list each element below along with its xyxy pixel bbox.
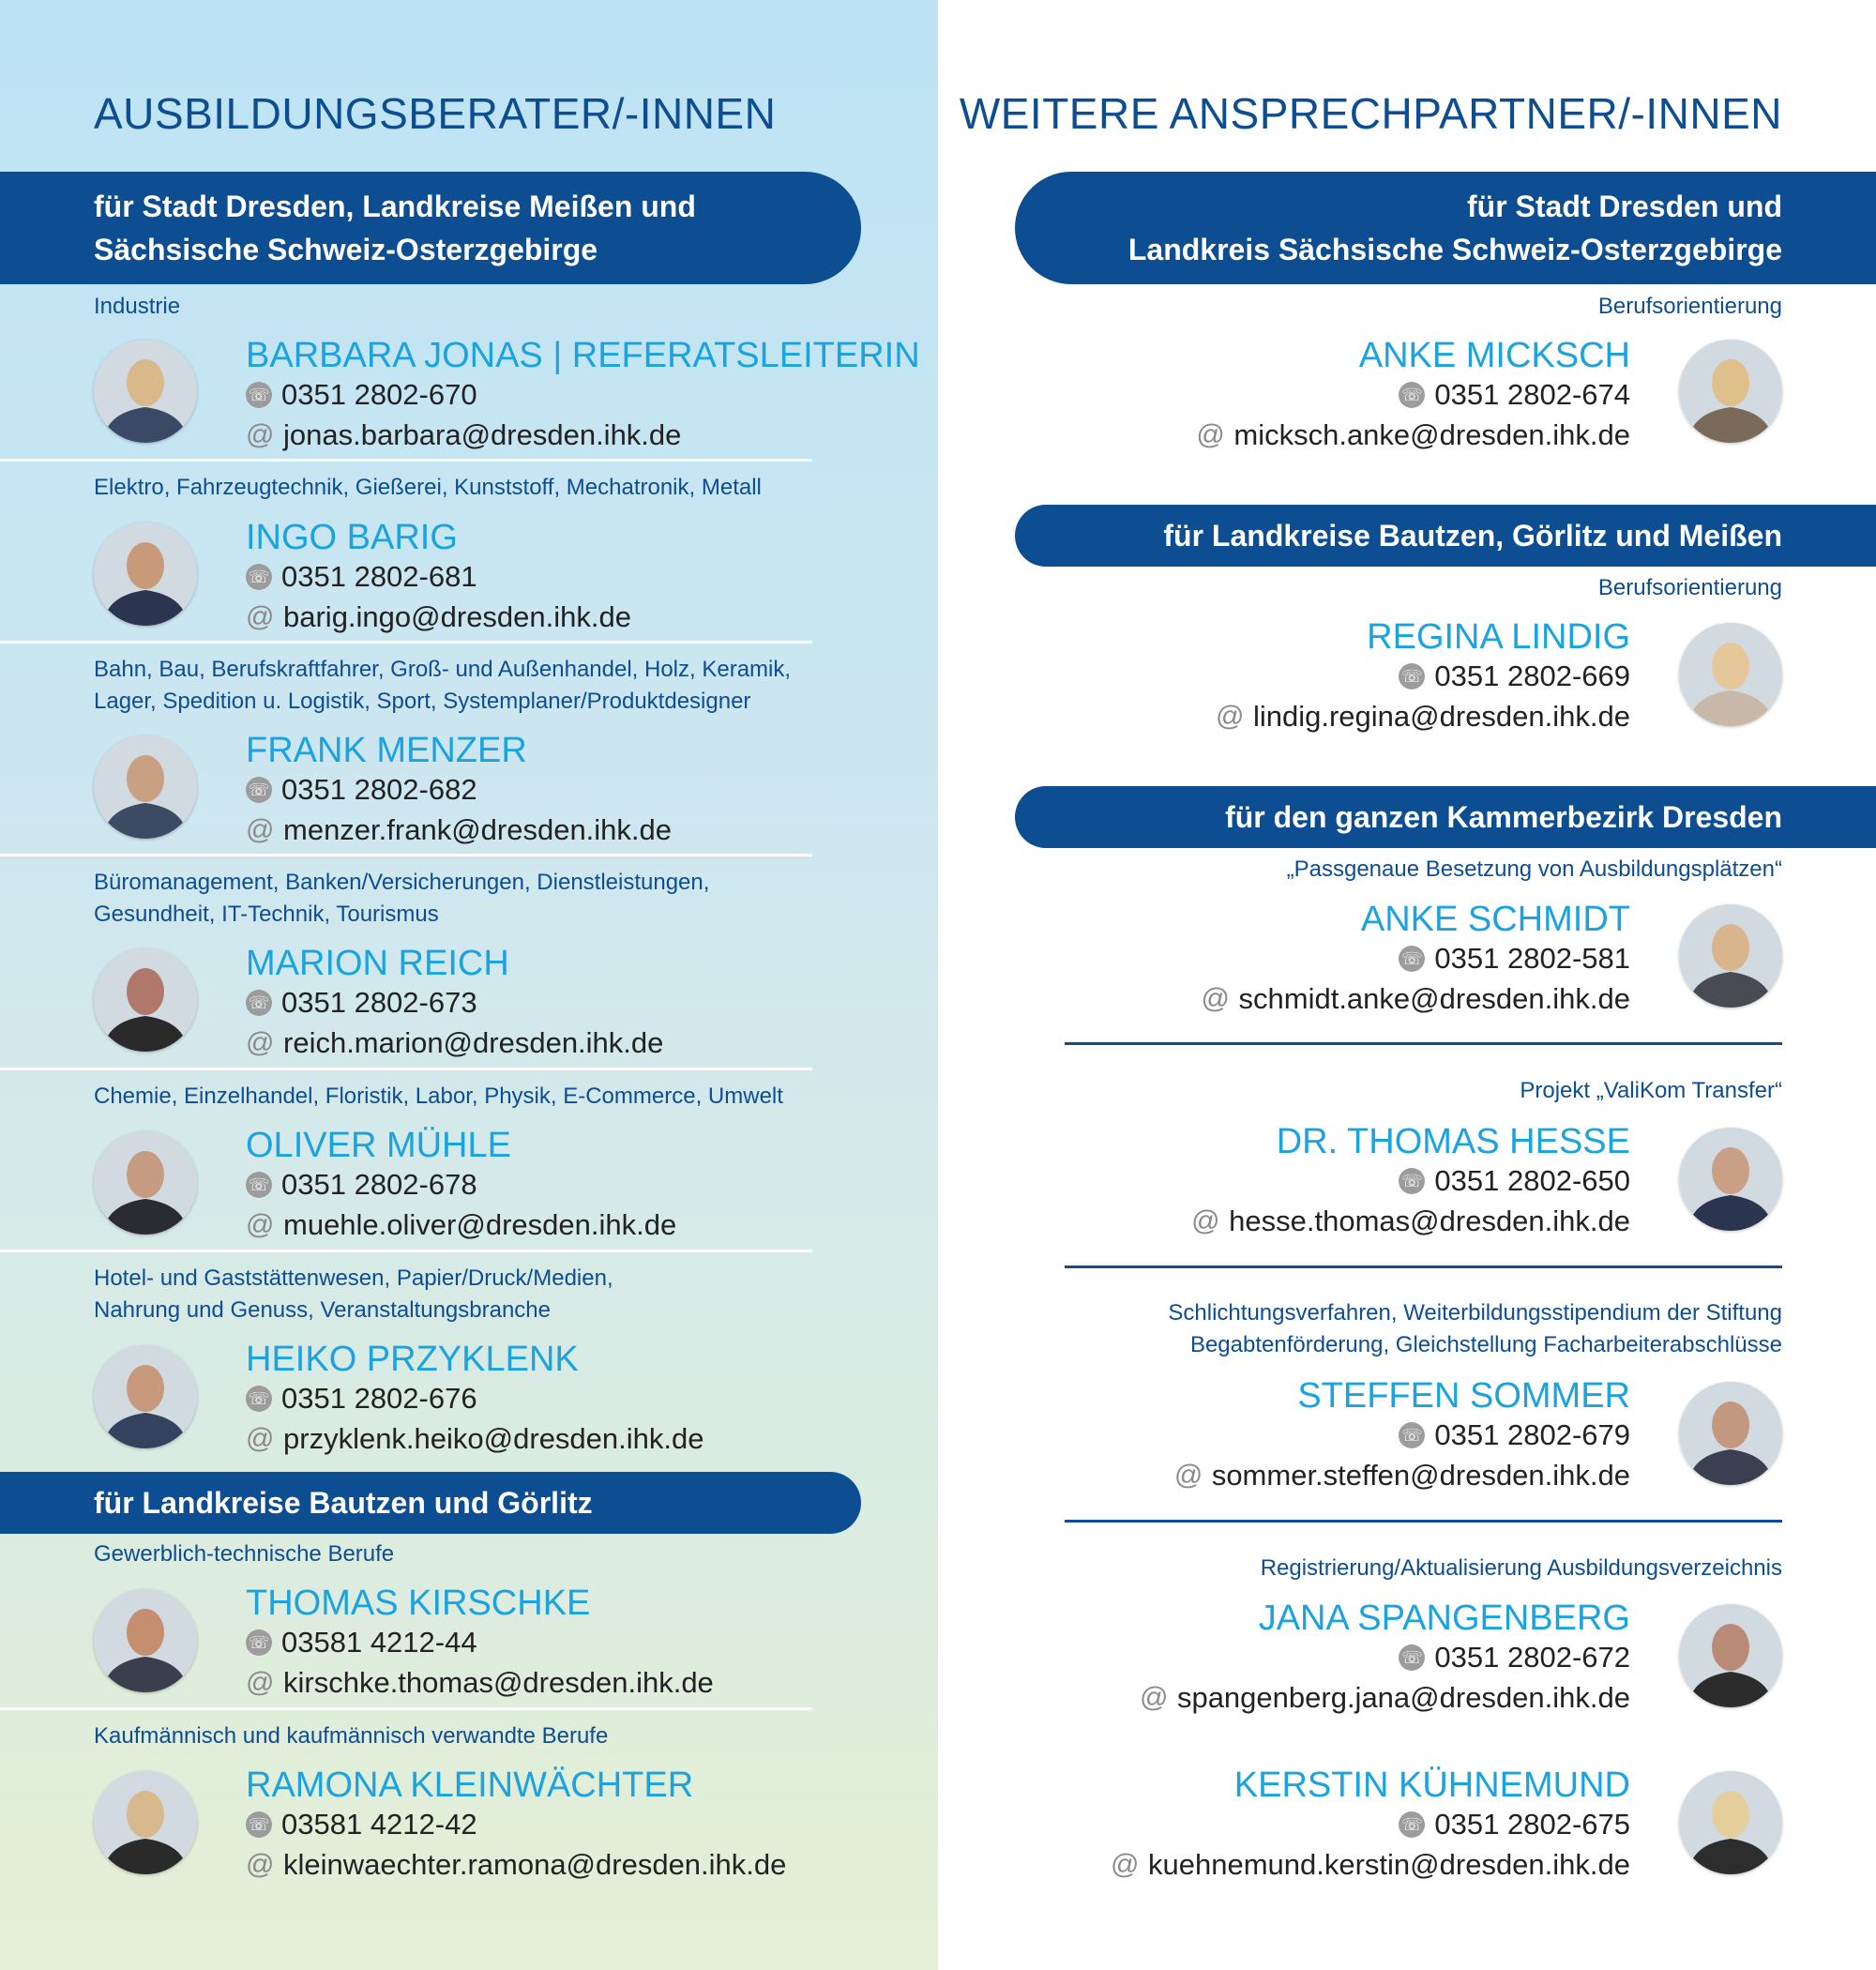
email-line [246, 420, 681, 449]
category-label [94, 472, 762, 504]
right-region-band-2 [1015, 505, 1876, 567]
email-icon: @ [1173, 1459, 1203, 1491]
avatar [94, 735, 197, 839]
phone-number[interactable]: 0351 2802-673 [281, 986, 477, 1019]
email-line [246, 1028, 663, 1057]
email-link[interactable]: kuehnemund.kerstin@dresden.ihk.de [1148, 1848, 1630, 1881]
avatar [94, 340, 197, 443]
category-label [94, 1263, 613, 1326]
phone-number[interactable]: 0351 2802-670 [281, 378, 477, 411]
category-line: Nahrung und Genuss, Veranstaltungsbranche [94, 1297, 551, 1323]
phone-line [1399, 1810, 1630, 1839]
email-link[interactable]: reich.marion@dresden.ihk.de [283, 1026, 664, 1059]
phone-line [1399, 1643, 1630, 1672]
category-line: Gewerblich-technische Berufe [94, 1541, 395, 1567]
email-link[interactable]: barig.ingo@dresden.ihk.de [283, 600, 631, 633]
category-label [94, 867, 709, 931]
email-line [246, 815, 672, 844]
email-icon: @ [246, 1208, 275, 1240]
email-link[interactable]: jonas.barbara@dresden.ihk.de [283, 418, 682, 451]
email-icon: @ [246, 1666, 275, 1698]
category-label [94, 291, 180, 323]
category-label [94, 654, 791, 718]
avatar [94, 948, 197, 1052]
phone-line [246, 988, 477, 1017]
phone-line [246, 1170, 477, 1199]
category-line: Berufsorientierung [1597, 575, 1782, 600]
phone-line [246, 562, 477, 591]
email-icon: @ [1196, 418, 1225, 450]
phone-icon: ☏ [246, 1172, 272, 1198]
avatar [1679, 623, 1782, 726]
phone-number[interactable]: 0351 2802-581 [1434, 942, 1630, 975]
category-label [94, 1081, 783, 1113]
band-line: für den ganzen Kammerbezirk Dresden [1225, 800, 1782, 834]
category-label [94, 1538, 394, 1570]
contact-name: ANKE SCHMIDT [1360, 900, 1630, 939]
email-icon: @ [246, 600, 275, 632]
email-icon: @ [1191, 1205, 1220, 1236]
phone-icon: ☏ [1399, 946, 1425, 972]
phone-icon: ☏ [1399, 1644, 1425, 1671]
phone-line [246, 380, 477, 409]
contact-name: JANA SPANGENBERG [1258, 1599, 1630, 1638]
email-icon: @ [246, 813, 275, 845]
email-icon: @ [246, 418, 275, 450]
email-icon: @ [246, 1848, 275, 1880]
category-line: Schlichtungsverfahren, Weiterbildungsstipendium der Stiftung [1168, 1300, 1782, 1326]
phone-number[interactable]: 0351 2802-650 [1434, 1164, 1630, 1197]
email-link[interactable]: przyklenk.heiko@dresden.ihk.de [283, 1422, 704, 1455]
email-link[interactable]: menzer.frank@dresden.ihk.de [283, 813, 673, 846]
email-line [246, 1210, 676, 1239]
phone-line [246, 1628, 477, 1657]
category-line: Bahn, Bau, Berufskraftfahrer, Groß- und Außenhandel, Holz, Keramik, [94, 657, 792, 682]
divider [1065, 1265, 1782, 1268]
contact-name: DR. THOMAS HESSE [1276, 1122, 1630, 1161]
phone-number[interactable]: 0351 2802-678 [281, 1168, 477, 1201]
divider [1065, 1042, 1782, 1045]
email-line [246, 602, 631, 631]
email-link[interactable]: kirschke.thomas@dresden.ihk.de [283, 1666, 714, 1699]
contact-name: STEFFEN SOMMER [1297, 1376, 1630, 1416]
category-line: Elektro, Fahrzeugtechnik, Gießerei, Kunststoff, Mechatronik, Metall [94, 475, 762, 500]
phone-line [1399, 1166, 1630, 1195]
phone-icon: ☏ [246, 382, 272, 408]
right-region-band-3 [1015, 786, 1876, 848]
contact-name: RAMONA KLEINWÄCHTER [246, 1765, 694, 1805]
avatar [94, 523, 197, 626]
email-line [1111, 1850, 1630, 1879]
phone-number[interactable]: 0351 2802-669 [1434, 659, 1630, 692]
phone-number[interactable]: 0351 2802-682 [281, 773, 477, 806]
phone-line [1399, 944, 1630, 973]
phone-number[interactable]: 0351 2802-674 [1434, 378, 1630, 411]
left-region-band-2 [0, 1472, 861, 1534]
category-line: Lager, Spedition u. Logistik, Sport, Systemplaner/Produktdesigner [94, 689, 751, 714]
email-link[interactable]: spangenberg.jana@dresden.ihk.de [1176, 1681, 1630, 1714]
email-icon: @ [1201, 982, 1230, 1014]
category-line: Berufsorientierung [1597, 294, 1782, 319]
category-label [94, 1720, 608, 1752]
email-icon: @ [1139, 1681, 1169, 1713]
divider [0, 459, 812, 462]
email-link[interactable]: schmidt.anke@dresden.ihk.de [1238, 982, 1630, 1015]
phone-line [1399, 661, 1630, 690]
category-label [1598, 291, 1782, 323]
phone-number[interactable]: 0351 2802-672 [1434, 1641, 1630, 1674]
phone-icon: ☏ [1399, 663, 1425, 690]
divider [1065, 1520, 1782, 1523]
phone-icon: ☏ [1399, 1422, 1425, 1448]
avatar [1679, 340, 1782, 443]
phone-icon: ☏ [246, 1386, 272, 1412]
email-icon: @ [1111, 1848, 1140, 1880]
email-line [1191, 1206, 1630, 1235]
contact-name: HEIKO PRZYKLENK [246, 1340, 579, 1379]
avatar [1679, 1604, 1782, 1707]
phone-icon: ☏ [1399, 1168, 1425, 1194]
category-line: „Passgenaue Besetzung von Ausbildungsplätzen“ [1286, 856, 1782, 882]
category-label [1287, 854, 1782, 886]
divider [0, 641, 812, 644]
avatar [94, 1771, 197, 1874]
email-line [246, 1668, 714, 1697]
avatar [1679, 1128, 1782, 1231]
email-link[interactable]: lindig.regina@dresden.ihk.de [1252, 700, 1630, 733]
band-line: Sächsische Schweiz-Osterzgebirge [94, 233, 598, 266]
phone-icon: ☏ [246, 777, 272, 803]
email-icon: @ [1215, 700, 1245, 732]
email-line [1202, 984, 1630, 1013]
phone-number[interactable]: 0351 2802-675 [1434, 1808, 1630, 1841]
category-label [1520, 1075, 1782, 1107]
phone-icon: ☏ [246, 564, 272, 590]
left-heading: AUSBILDUNGSBERATER/-INNEN [94, 89, 777, 138]
category-label [1261, 1553, 1782, 1584]
phone-icon: ☏ [1399, 1811, 1425, 1838]
category-label [1598, 572, 1782, 604]
phone-line [246, 775, 477, 804]
phone-line [246, 1810, 477, 1839]
left-region-band-1 [0, 172, 861, 284]
phone-number[interactable]: 0351 2802-676 [281, 1382, 477, 1415]
band-line: für Stadt Dresden, Landkreise Meißen und [94, 189, 696, 223]
category-line: Kaufmännisch und kaufmännisch verwandte Berufe [94, 1723, 609, 1749]
email-link[interactable]: kleinwaechter.ramona@dresden.ihk.de [283, 1848, 787, 1881]
email-link[interactable]: hesse.thomas@dresden.ihk.de [1229, 1205, 1630, 1237]
contact-name: KERSTIN KÜHNEMUND [1233, 1765, 1630, 1805]
band-line: für Landkreise Bautzen, Görlitz und Meißen [1163, 519, 1782, 553]
email-link[interactable]: micksch.anke@dresden.ihk.de [1233, 418, 1630, 451]
email-line [246, 1424, 704, 1453]
divider [0, 1250, 812, 1252]
phone-line [246, 1384, 477, 1413]
email-link[interactable]: muehle.oliver@dresden.ihk.de [283, 1208, 677, 1241]
category-line: Chemie, Einzelhandel, Floristik, Labor, Physik, E-Commerce, Umwelt [94, 1084, 783, 1109]
phone-line [1399, 380, 1630, 409]
email-icon: @ [246, 1026, 275, 1058]
contact-name: INGO BARIG [246, 518, 458, 557]
right-region-band-1 [1015, 172, 1876, 284]
avatar [94, 1589, 197, 1692]
email-icon: @ [246, 1422, 275, 1454]
category-line: Gesundheit, IT-Technik, Tourismus [94, 902, 439, 927]
right-heading: WEITERE ANSPRECHPARTNER/-INNEN [959, 89, 1782, 138]
category-line: Hotel- und Gaststättenwesen, Papier/Druck/Medien, [94, 1265, 613, 1291]
contact-name: MARION REICH [246, 944, 509, 983]
avatar [1679, 1771, 1782, 1874]
email-line [1196, 420, 1630, 449]
contact-name: ANKE MICKSCH [1358, 336, 1630, 375]
email-line [1216, 702, 1630, 731]
phone-icon: ☏ [246, 1629, 272, 1656]
contact-name: FRANK MENZER [246, 731, 527, 770]
divider [0, 1068, 812, 1070]
avatar [94, 1131, 197, 1235]
avatar [94, 1345, 197, 1448]
phone-icon: ☏ [246, 990, 272, 1016]
email-link[interactable]: sommer.steffen@dresden.ihk.de [1211, 1459, 1630, 1492]
contact-name: THOMAS KIRSCHKE [246, 1584, 591, 1623]
divider [0, 854, 812, 856]
contact-name: REGINA LINDIG [1367, 617, 1630, 657]
avatar [1679, 904, 1782, 1008]
category-line: Begabtenförderung, Gleichstellung Facharbeiterabschlüsse [1189, 1332, 1782, 1357]
phone-number[interactable]: 03581 4212-42 [281, 1808, 477, 1841]
email-line [246, 1850, 786, 1879]
category-line: Registrierung/Aktualisierung Ausbildungsverzeichnis [1260, 1555, 1782, 1581]
category-line: Projekt „ValiKom Transfer“ [1520, 1078, 1782, 1103]
contact-name: OLIVER MÜHLE [246, 1126, 511, 1165]
phone-number[interactable]: 03581 4212-44 [281, 1626, 477, 1659]
phone-icon: ☏ [246, 1811, 272, 1838]
band-line: für Landkreise Bautzen und Görlitz [94, 1486, 593, 1520]
phone-number[interactable]: 0351 2802-681 [281, 560, 477, 593]
band-line: für Stadt Dresden und [1466, 189, 1782, 223]
band-line: Landkreis Sächsische Schweiz-Osterzgebirge [1127, 233, 1782, 266]
contact-name: BARBARA JONAS | REFERATSLEITERIN [246, 336, 920, 375]
phone-number[interactable]: 0351 2802-679 [1434, 1418, 1630, 1451]
category-label [1168, 1297, 1782, 1361]
category-line: Büromanagement, Banken/Versicherungen, Dienstleistungen, [94, 870, 710, 895]
email-line [1174, 1461, 1630, 1490]
divider [0, 1707, 812, 1710]
category-line: Industrie [94, 294, 181, 319]
email-line [1140, 1683, 1630, 1712]
avatar [1679, 1382, 1782, 1485]
phone-icon: ☏ [1399, 382, 1425, 408]
phone-line [1399, 1420, 1630, 1449]
